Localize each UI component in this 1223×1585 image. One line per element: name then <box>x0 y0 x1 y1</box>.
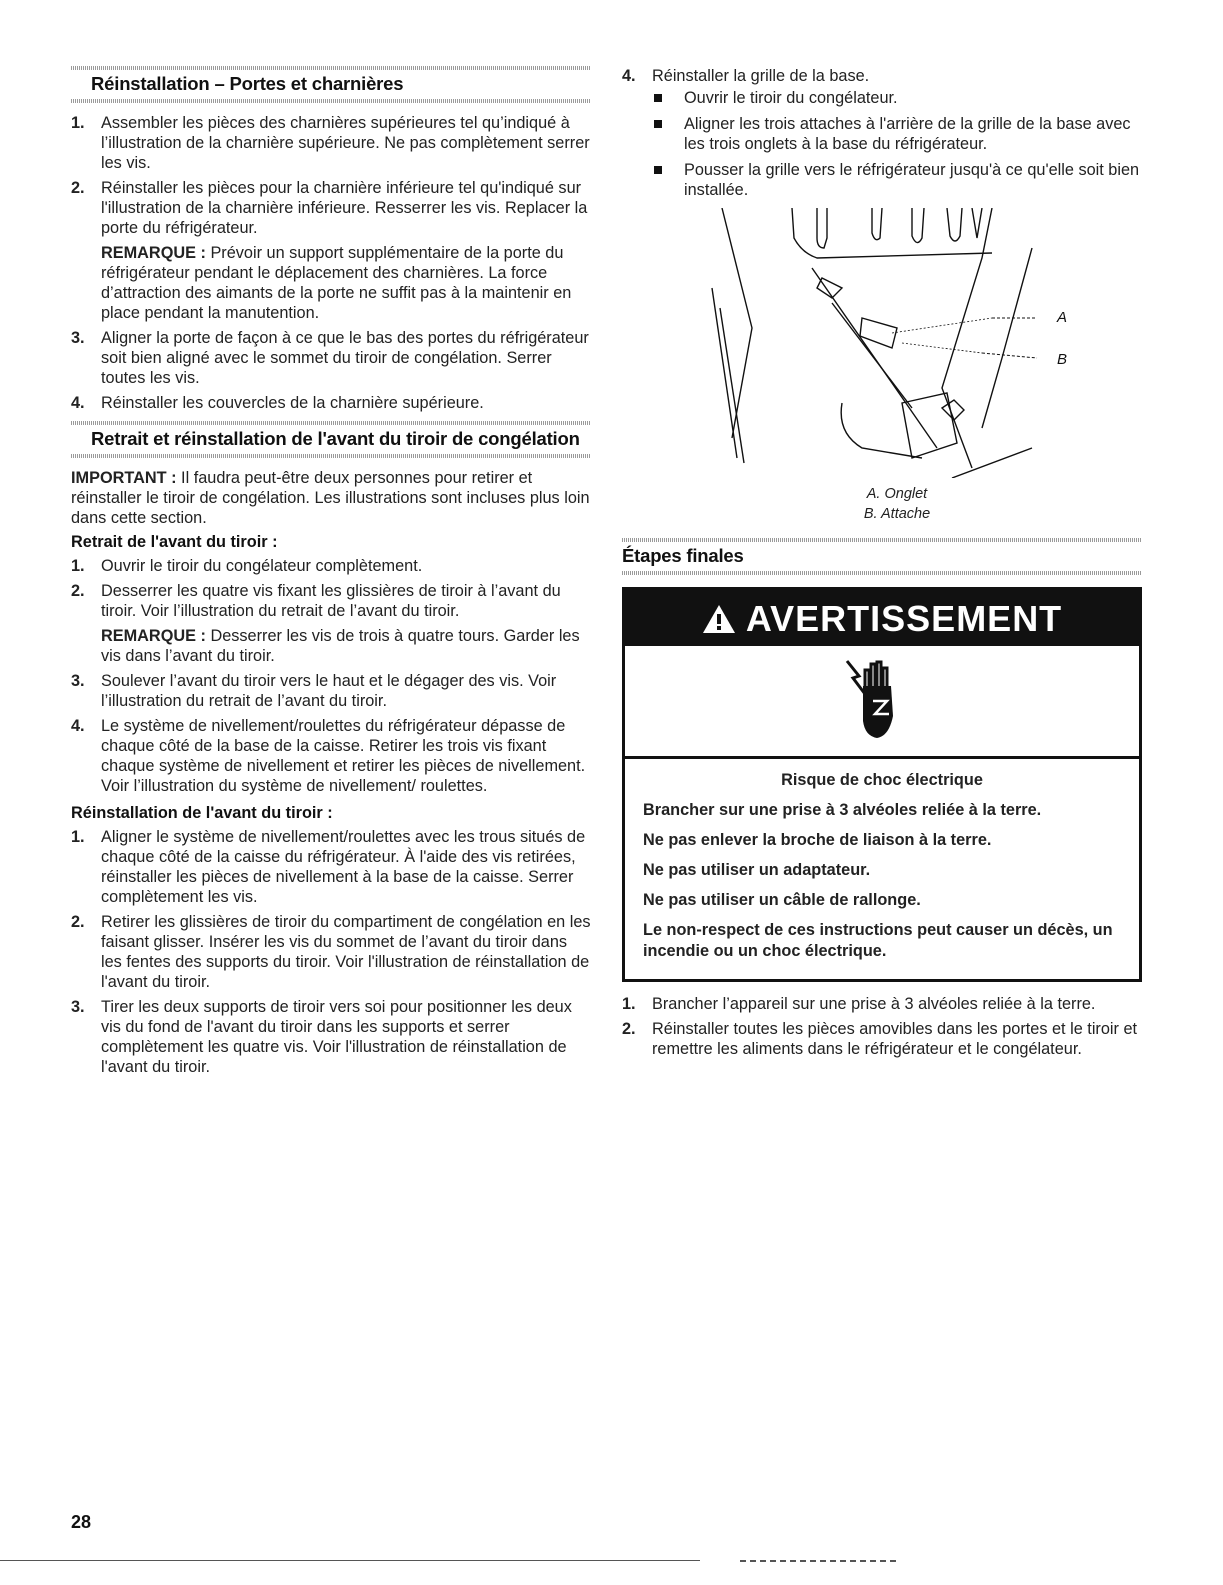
page-number: 28 <box>71 1512 92 1532</box>
dotted-rule <box>71 99 591 103</box>
left-column <box>71 66 591 1085</box>
list-item <box>652 88 1142 108</box>
step-number: 2. <box>71 179 85 197</box>
list-item <box>71 716 591 796</box>
bullet-list <box>652 88 1142 200</box>
step-text: Ouvrir le tiroir du congélateur complètement. <box>101 557 423 575</box>
step-text: Assembler les pièces des charnières supérieures tel qu’indiqué à l’illustration de la charnière supérieure. Ne pas complètement serrer les vis. <box>101 114 590 172</box>
note <box>101 243 591 323</box>
caption-a: A. Onglet <box>866 486 928 502</box>
warning-box <box>622 587 1142 982</box>
steps-list <box>71 113 591 413</box>
step-text: Desserrer les quatre vis fixant les glissières de tiroir à l’avant du tiroir. Voir l’illustration du retrait de l’avant du tiroir. <box>101 582 561 620</box>
list-item <box>622 66 1142 86</box>
warning-line: Ne pas utiliser un adaptateur. <box>643 861 871 879</box>
steps-list <box>71 827 591 1077</box>
warning-triangle-icon <box>702 604 736 634</box>
step-text: Le système de nivellement/roulettes du réfrigérateur dépasse de chaque côté de la base de la caisse. Retirer les trois vis fixant chaque système de nivellement et retirer les pièces de nivellement. Voir l’illustration du système de nivellement/ roulettes. <box>101 717 586 795</box>
step-number: 4. <box>71 394 85 412</box>
section-header-etapes-finales <box>622 538 1142 575</box>
bullet-text: Pousser la grille vers le réfrigérateur jusqu'à ce qu'elle soit bien installée. <box>684 161 1140 199</box>
electric-shock-hand-icon <box>837 656 917 746</box>
footer-rule <box>0 1560 700 1561</box>
step-text: Aligner le système de nivellement/roulettes avec les trous situés de chaque côté de la caisse du réfrigérateur. À l'aide des vis retirées, réinstaller les pièces de nivellement à la base de la caisse. Serrer complètement les vis. <box>101 828 586 906</box>
step-text: Soulever l’avant du tiroir vers le haut et le dégager des vis. Voir l’illustration du retrait de l’avant du tiroir. <box>101 672 557 710</box>
step-number: 1. <box>71 114 85 132</box>
note-label: REMARQUE : <box>101 244 206 262</box>
list-item <box>71 113 591 173</box>
list-item <box>71 178 591 323</box>
warning-line: Ne pas enlever la broche de liaison à la terre. <box>643 831 992 849</box>
step-text: Tirer les deux supports de tiroir vers soi pour positionner les deux vis du fond de l'avant du tiroir dans les supports et serrer complètement les quatre vis. Voir l'illustration de réinstallation de l'avant du tiroir. <box>101 998 572 1076</box>
warning-banner <box>625 590 1139 646</box>
callout-b: B <box>1057 351 1068 368</box>
caption-b: B. Attache <box>863 506 931 522</box>
bullet-text: Aligner les trois attaches à l'arrière de la grille de la base avec les trois onglets à la base du réfrigérateur. <box>684 115 1131 153</box>
list-item <box>71 556 591 576</box>
figure-caption <box>622 484 1142 524</box>
footer-marks <box>740 1560 900 1562</box>
callout-a: A <box>1057 309 1068 326</box>
warning-icon-area <box>625 646 1139 759</box>
list-item <box>622 994 1142 1014</box>
bullet-square-icon <box>654 166 662 174</box>
list-item <box>71 393 591 413</box>
warning-line: Le non-respect de ces instructions peut causer un décès, un incendie ou un choc électrique. <box>643 921 1113 960</box>
bullet-square-icon <box>654 94 662 102</box>
right-column <box>622 66 1142 1067</box>
warning-line: Brancher sur une prise à 3 alvéoles reliée à la terre. <box>643 801 1042 819</box>
step-text: Retirer les glissières de tiroir du compartiment de congélation en les faisant glisser. Insérer les vis du sommet de l’avant du tiroir dans les fentes des supports du tiroir. Voir l'illustration de réinstallation de l'avant du tiroir. <box>101 913 591 991</box>
list-item <box>652 160 1142 200</box>
section-title: Étapes finales <box>622 545 744 566</box>
step-number: 4. <box>71 717 85 735</box>
warning-title-text: AVERTISSEMENT <box>745 598 1063 639</box>
list-item <box>71 581 591 666</box>
step-number: 2. <box>622 1020 636 1038</box>
dotted-rule <box>622 538 1142 542</box>
step-number: 2. <box>71 582 85 600</box>
list-item <box>71 671 591 711</box>
warning-subtitle: Risque de choc électrique <box>781 771 983 789</box>
section-title: Retrait et réinstallation de l'avant du tiroir de congélation <box>91 428 580 449</box>
dotted-rule <box>622 571 1142 575</box>
step-number: 1. <box>71 828 85 846</box>
note <box>101 626 591 666</box>
important-paragraph <box>71 468 591 528</box>
step-number: 3. <box>71 998 85 1016</box>
step-text: Brancher l’appareil sur une prise à 3 alvéoles reliée à la terre. <box>652 995 1096 1013</box>
step-number: 1. <box>71 557 85 575</box>
list-item <box>71 997 591 1077</box>
step-text: Réinstaller la grille de la base. <box>652 67 870 85</box>
steps-list <box>622 994 1142 1059</box>
step-text: Réinstaller les pièces pour la charnière inférieure tel qu'indiqué sur l'illustration de la charnière inférieure. Resserrer les vis. Replacer la porte du réfrigérateur. <box>101 179 588 237</box>
step-number: 4. <box>622 67 636 85</box>
grille-diagram-icon <box>692 208 1092 478</box>
important-label: IMPORTANT : <box>71 469 177 487</box>
subheading-retrait: Retrait de l'avant du tiroir : <box>71 533 278 551</box>
list-item <box>652 114 1142 154</box>
subheading-reinstallation: Réinstallation de l'avant du tiroir : <box>71 804 333 822</box>
step-text: Aligner la porte de façon à ce que le bas des portes du réfrigérateur soit bien aligné avec le sommet du tiroir de congélation. Serrer toutes les vis. <box>101 329 589 387</box>
step-text: Réinstaller toutes les pièces amovibles dans les portes et le tiroir et remettre les aliments dans le réfrigérateur et le congélateur. <box>652 1020 1138 1058</box>
step-number: 2. <box>71 913 85 931</box>
section-header-retrait-tiroir <box>71 421 591 458</box>
step-text: Réinstaller les couvercles de la charnière supérieure. <box>101 394 484 412</box>
bullet-text: Ouvrir le tiroir du congélateur. <box>684 89 898 107</box>
step-number: 3. <box>71 329 85 347</box>
important-text: Il faudra peut-être deux personnes pour retirer et réinstaller le tiroir de congélation. Les illustrations sont incluses plus loin dans cette section. <box>71 469 590 527</box>
dotted-rule <box>71 66 591 70</box>
list-item <box>622 1019 1142 1059</box>
step-number: 1. <box>622 995 636 1013</box>
steps-list <box>622 66 1142 86</box>
dotted-rule <box>71 454 591 458</box>
warning-line: Ne pas utiliser un câble de rallonge. <box>643 891 921 909</box>
list-item <box>71 328 591 388</box>
section-header-reinstallation-portes <box>71 66 591 103</box>
list-item <box>71 827 591 907</box>
note-label: REMARQUE : <box>101 627 206 645</box>
section-title: Réinstallation – Portes et charnières <box>91 73 404 94</box>
list-item <box>71 912 591 992</box>
bullet-square-icon <box>654 120 662 128</box>
step-number: 3. <box>71 672 85 690</box>
base-grille-illustration <box>622 208 1142 478</box>
steps-list <box>71 556 591 796</box>
dotted-rule <box>71 421 591 425</box>
warning-text <box>625 759 1139 979</box>
note-text: Desserrer les vis de trois à quatre tours. Garder les vis dans l’avant du tiroir. <box>101 627 580 665</box>
note-text: Prévoir un support supplémentaire de la porte du réfrigérateur pendant le déplacement des charnières. La force d’attraction des aimants de la porte ne suffit pas à la maintenir en place pendant la manutention. <box>101 244 572 322</box>
